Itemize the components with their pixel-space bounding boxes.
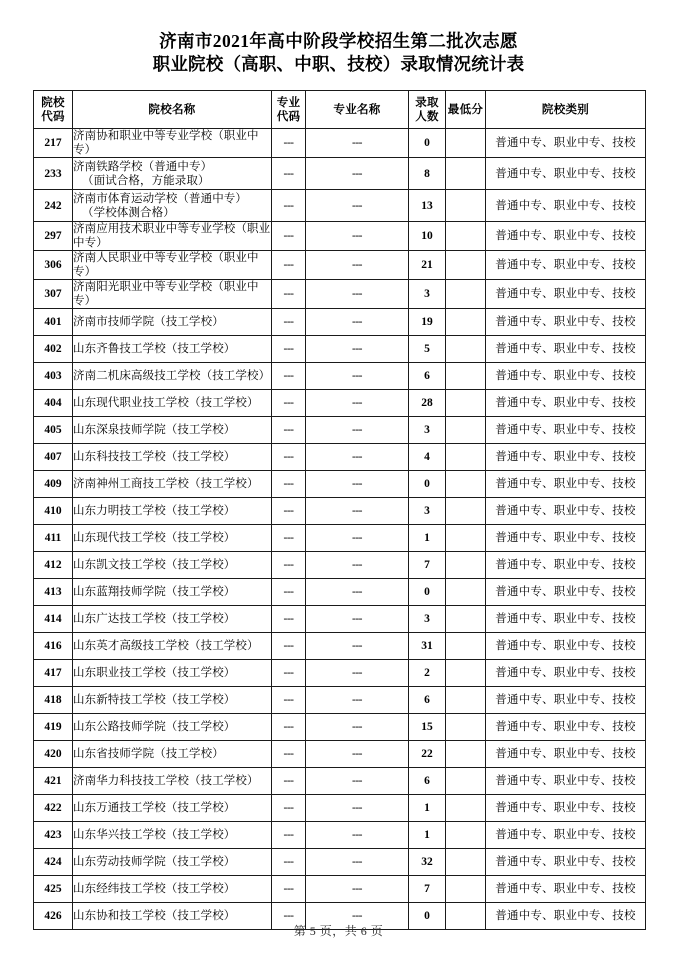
admission-statistics-table-wrapper <box>33 90 645 930</box>
cell-major-code: --- <box>272 687 306 714</box>
cell-min-score <box>446 280 486 309</box>
cell-major-name: --- <box>306 552 409 579</box>
cell-admitted-count: 0 <box>409 471 446 498</box>
cell-school-name <box>73 158 272 190</box>
cell-school-type: 普通中专、职业中专、技校 <box>486 552 646 579</box>
cell-major-name: --- <box>306 606 409 633</box>
cell-school-name <box>73 525 272 552</box>
cell-min-score <box>446 849 486 876</box>
table-row <box>34 660 646 687</box>
cell-school-type: 普通中专、职业中专、技校 <box>486 309 646 336</box>
cell-school-code: 417 <box>34 660 73 687</box>
cell-major-code: --- <box>272 251 306 280</box>
cell-school-name <box>73 280 272 309</box>
table-row <box>34 714 646 741</box>
school-name-line-1: 山东科技技工学校（技工学校） <box>73 451 236 463</box>
cell-major-name: --- <box>306 417 409 444</box>
cell-min-score <box>446 363 486 390</box>
cell-school-code: 233 <box>34 158 73 190</box>
cell-admitted-count: 21 <box>409 251 446 280</box>
table-row <box>34 849 646 876</box>
column-header-school-type: 院校类别 <box>486 91 646 129</box>
cell-min-score <box>446 417 486 444</box>
cell-school-type: 普通中专、职业中专、技校 <box>486 768 646 795</box>
cell-school-code: 422 <box>34 795 73 822</box>
cell-school-name <box>73 390 272 417</box>
cell-school-type: 普通中专、职业中专、技校 <box>486 822 646 849</box>
school-name-line-1: 山东公路技师学院（技工学校） <box>73 721 236 733</box>
table-row <box>34 579 646 606</box>
school-name-line-1: 山东协和技工学校（技工学校） <box>73 910 236 922</box>
cell-major-name: --- <box>306 579 409 606</box>
cell-major-name: --- <box>306 525 409 552</box>
table-row <box>34 336 646 363</box>
cell-school-code: 424 <box>34 849 73 876</box>
cell-major-name: --- <box>306 660 409 687</box>
table-row <box>34 158 646 190</box>
cell-major-name: --- <box>306 741 409 768</box>
cell-major-code: --- <box>272 714 306 741</box>
cell-major-name: --- <box>306 444 409 471</box>
cell-major-code: --- <box>272 129 306 158</box>
school-name-line-1: 山东广达技工学校（技工学校） <box>73 613 236 625</box>
cell-major-name: --- <box>306 903 409 930</box>
cell-school-type: 普通中专、职业中专、技校 <box>486 633 646 660</box>
cell-school-type: 普通中专、职业中专、技校 <box>486 579 646 606</box>
school-name-line-1: 山东蓝翔技师学院（技工学校） <box>73 586 236 598</box>
cell-school-name <box>73 579 272 606</box>
cell-major-code: --- <box>272 390 306 417</box>
school-name-line-1: 山东职业技工学校（技工学校） <box>73 667 236 679</box>
cell-school-code: 409 <box>34 471 73 498</box>
table-row <box>34 417 646 444</box>
cell-min-score <box>446 309 486 336</box>
cell-admitted-count: 7 <box>409 552 446 579</box>
cell-school-code: 307 <box>34 280 73 309</box>
cell-school-type: 普通中专、职业中专、技校 <box>486 471 646 498</box>
school-name-line-1: 济南市体育运动学校（普通中专） <box>73 192 247 205</box>
cell-major-code: --- <box>272 158 306 190</box>
column-header-admitted-count <box>409 91 446 129</box>
cell-school-name <box>73 222 272 251</box>
cell-school-name <box>73 417 272 444</box>
school-name-line-1: 济南市技师学院（技工学校） <box>73 316 224 328</box>
cell-min-score <box>446 336 486 363</box>
table-row <box>34 129 646 158</box>
cell-min-score <box>446 660 486 687</box>
cell-min-score <box>446 606 486 633</box>
school-name-line-1: 山东深泉技师学院（技工学校） <box>73 424 236 436</box>
cell-school-type: 普通中专、职业中专、技校 <box>486 280 646 309</box>
cell-school-name <box>73 660 272 687</box>
cell-school-name <box>73 849 272 876</box>
cell-major-code: --- <box>272 903 306 930</box>
cell-admitted-count: 0 <box>409 579 446 606</box>
cell-major-name: --- <box>306 222 409 251</box>
cell-school-type: 普通中专、职业中专、技校 <box>486 444 646 471</box>
page-number-label: 第 5 页，共 6 页 <box>293 924 384 938</box>
cell-school-name <box>73 552 272 579</box>
column-header-school-name: 院校名称 <box>73 91 272 129</box>
cell-min-score <box>446 129 486 158</box>
page-footer <box>0 922 677 940</box>
cell-min-score <box>446 525 486 552</box>
cell-school-type: 普通中专、职业中专、技校 <box>486 903 646 930</box>
column-header-school-code-line1: 院校 <box>41 96 65 109</box>
cell-min-score <box>446 158 486 190</box>
cell-major-code: --- <box>272 606 306 633</box>
table-row <box>34 606 646 633</box>
cell-major-name: --- <box>306 822 409 849</box>
table-header-row <box>34 91 646 129</box>
school-name-line-1: 济南阳光职业中等专业学校（职业中专） <box>73 281 259 307</box>
cell-major-name: --- <box>306 390 409 417</box>
school-name-line-2: （面试合格，方能录取） <box>82 174 210 187</box>
cell-min-score <box>446 579 486 606</box>
cell-school-name <box>73 633 272 660</box>
cell-school-name <box>73 444 272 471</box>
school-name-line-1: 山东劳动技师学院（技工学校） <box>73 856 236 868</box>
cell-min-score <box>446 741 486 768</box>
cell-school-name <box>73 687 272 714</box>
cell-admitted-count: 6 <box>409 363 446 390</box>
cell-admitted-count: 1 <box>409 525 446 552</box>
cell-school-code: 306 <box>34 251 73 280</box>
cell-admitted-count: 7 <box>409 876 446 903</box>
cell-min-score <box>446 222 486 251</box>
cell-admitted-count: 10 <box>409 222 446 251</box>
admission-statistics-table <box>33 90 646 930</box>
table-row <box>34 822 646 849</box>
cell-school-type: 普通中专、职业中专、技校 <box>486 251 646 280</box>
cell-school-code: 405 <box>34 417 73 444</box>
cell-major-name: --- <box>306 795 409 822</box>
cell-school-code: 414 <box>34 606 73 633</box>
cell-school-name <box>73 876 272 903</box>
table-row <box>34 552 646 579</box>
cell-admitted-count: 0 <box>409 129 446 158</box>
cell-admitted-count: 3 <box>409 417 446 444</box>
cell-min-score <box>446 768 486 795</box>
cell-major-code: --- <box>272 633 306 660</box>
cell-major-name: --- <box>306 498 409 525</box>
cell-admitted-count: 13 <box>409 190 446 222</box>
cell-school-name <box>73 795 272 822</box>
table-row <box>34 251 646 280</box>
page-title-line-1: 济南市2021年高中阶段学校招生第二批次志愿 <box>159 31 518 51</box>
cell-major-name: --- <box>306 309 409 336</box>
column-header-major-code-line1: 专业 <box>276 96 301 109</box>
table-row <box>34 768 646 795</box>
column-header-school-code-line2: 代码 <box>41 110 65 123</box>
cell-major-code: --- <box>272 795 306 822</box>
column-header-school-code <box>34 91 73 129</box>
cell-school-name <box>73 251 272 280</box>
cell-min-score <box>446 390 486 417</box>
cell-admitted-count: 6 <box>409 687 446 714</box>
table-row <box>34 309 646 336</box>
school-name-line-1: 山东齐鲁技工学校（技工学校） <box>73 343 236 355</box>
school-name-line-1: 山东现代职业技工学校（技工学校） <box>73 397 259 409</box>
cell-school-code: 297 <box>34 222 73 251</box>
cell-admitted-count: 1 <box>409 822 446 849</box>
cell-major-code: --- <box>272 660 306 687</box>
cell-major-code: --- <box>272 471 306 498</box>
cell-major-code: --- <box>272 876 306 903</box>
cell-major-name: --- <box>306 714 409 741</box>
column-header-admitted-count-line1: 录取 <box>415 96 439 109</box>
table-row <box>34 471 646 498</box>
cell-school-name <box>73 129 272 158</box>
school-name-line-1: 山东力明技工学校（技工学校） <box>73 505 236 517</box>
column-header-major-code-line2: 代码 <box>276 110 301 123</box>
cell-admitted-count: 15 <box>409 714 446 741</box>
cell-major-name: --- <box>306 129 409 158</box>
cell-school-code: 425 <box>34 876 73 903</box>
cell-school-name <box>73 714 272 741</box>
cell-school-name <box>73 190 272 222</box>
cell-major-code: --- <box>272 190 306 222</box>
cell-admitted-count: 3 <box>409 606 446 633</box>
cell-major-code: --- <box>272 336 306 363</box>
school-name-line-1: 山东省技师学院（技工学校） <box>73 748 224 760</box>
cell-school-type: 普通中专、职业中专、技校 <box>486 417 646 444</box>
cell-min-score <box>446 822 486 849</box>
cell-school-type: 普通中专、职业中专、技校 <box>486 606 646 633</box>
cell-min-score <box>446 795 486 822</box>
school-name-line-1: 济南人民职业中等专业学校（职业中专） <box>73 252 259 278</box>
cell-school-code: 426 <box>34 903 73 930</box>
table-row <box>34 222 646 251</box>
cell-school-type: 普通中专、职业中专、技校 <box>486 741 646 768</box>
cell-school-code: 242 <box>34 190 73 222</box>
cell-school-code: 416 <box>34 633 73 660</box>
cell-admitted-count: 2 <box>409 660 446 687</box>
cell-major-name: --- <box>306 251 409 280</box>
school-name-line-1: 山东现代技工学校（技工学校） <box>73 532 236 544</box>
cell-school-type: 普通中专、职业中专、技校 <box>486 158 646 190</box>
cell-school-code: 217 <box>34 129 73 158</box>
cell-major-code: --- <box>272 849 306 876</box>
table-row <box>34 795 646 822</box>
school-name-line-1: 济南铁路学校（普通中专） <box>73 160 213 173</box>
cell-min-score <box>446 714 486 741</box>
page-title-line-2: 职业院校（高职、中职、技校）录取情况统计表 <box>152 54 525 74</box>
table-row <box>34 390 646 417</box>
cell-school-code: 401 <box>34 309 73 336</box>
table-row <box>34 190 646 222</box>
table-row <box>34 741 646 768</box>
cell-admitted-count: 32 <box>409 849 446 876</box>
cell-major-code: --- <box>272 222 306 251</box>
cell-admitted-count: 5 <box>409 336 446 363</box>
school-name-line-1: 山东新特技工学校（技工学校） <box>73 694 236 706</box>
cell-school-code: 410 <box>34 498 73 525</box>
table-body <box>34 129 646 930</box>
cell-school-type: 普通中专、职业中专、技校 <box>486 795 646 822</box>
cell-min-score <box>446 444 486 471</box>
cell-major-code: --- <box>272 525 306 552</box>
table-row <box>34 633 646 660</box>
cell-major-name: --- <box>306 687 409 714</box>
table-row <box>34 525 646 552</box>
cell-major-code: --- <box>272 822 306 849</box>
cell-major-name: --- <box>306 849 409 876</box>
cell-school-code: 404 <box>34 390 73 417</box>
cell-school-name <box>73 336 272 363</box>
school-name-line-1: 山东凯文技工学校（技工学校） <box>73 559 236 571</box>
column-header-major-code <box>272 91 306 129</box>
cell-min-score <box>446 687 486 714</box>
cell-school-code: 412 <box>34 552 73 579</box>
cell-min-score <box>446 552 486 579</box>
school-name-line-1: 济南二机床高级技工学校（技工学校） <box>73 370 271 382</box>
cell-school-type: 普通中专、职业中专、技校 <box>486 660 646 687</box>
cell-major-code: --- <box>272 552 306 579</box>
school-name-line-1: 山东华兴技工学校（技工学校） <box>73 829 236 841</box>
column-header-major-name: 专业名称 <box>306 91 409 129</box>
school-name-line-1: 济南协和职业中等专业学校（职业中专） <box>73 130 259 156</box>
document-title-block <box>0 0 677 76</box>
cell-major-name: --- <box>306 158 409 190</box>
cell-school-type: 普通中专、职业中专、技校 <box>486 687 646 714</box>
cell-school-name <box>73 363 272 390</box>
cell-school-type: 普通中专、职业中专、技校 <box>486 876 646 903</box>
cell-major-code: --- <box>272 579 306 606</box>
table-row <box>34 280 646 309</box>
cell-major-code: --- <box>272 309 306 336</box>
table-row <box>34 687 646 714</box>
table-header <box>34 91 646 129</box>
cell-school-code: 403 <box>34 363 73 390</box>
cell-admitted-count: 8 <box>409 158 446 190</box>
cell-school-name <box>73 471 272 498</box>
cell-min-score <box>446 251 486 280</box>
cell-major-code: --- <box>272 444 306 471</box>
cell-admitted-count: 19 <box>409 309 446 336</box>
cell-school-type: 普通中专、职业中专、技校 <box>486 363 646 390</box>
school-name-line-1: 济南应用技术职业中等专业学校（职业中专） <box>73 223 271 249</box>
cell-major-code: --- <box>272 417 306 444</box>
column-header-min-score: 最低分 <box>446 91 486 129</box>
cell-admitted-count: 0 <box>409 903 446 930</box>
cell-min-score <box>446 498 486 525</box>
cell-school-name <box>73 741 272 768</box>
cell-major-name: --- <box>306 363 409 390</box>
cell-major-code: --- <box>272 741 306 768</box>
cell-school-code: 413 <box>34 579 73 606</box>
cell-admitted-count: 31 <box>409 633 446 660</box>
cell-school-name <box>73 309 272 336</box>
cell-min-score <box>446 633 486 660</box>
cell-school-type: 普通中专、职业中专、技校 <box>486 714 646 741</box>
cell-major-code: --- <box>272 498 306 525</box>
cell-min-score <box>446 471 486 498</box>
cell-school-name <box>73 498 272 525</box>
cell-major-name: --- <box>306 768 409 795</box>
table-row <box>34 876 646 903</box>
school-name-line-1: 济南华力科技技工学校（技工学校） <box>73 775 259 787</box>
cell-major-code: --- <box>272 363 306 390</box>
cell-major-name: --- <box>306 336 409 363</box>
cell-school-type: 普通中专、职业中专、技校 <box>486 190 646 222</box>
cell-school-name <box>73 606 272 633</box>
cell-school-type: 普通中专、职业中专、技校 <box>486 222 646 251</box>
cell-school-code: 419 <box>34 714 73 741</box>
cell-admitted-count: 28 <box>409 390 446 417</box>
cell-admitted-count: 3 <box>409 280 446 309</box>
cell-school-type: 普通中专、职业中专、技校 <box>486 336 646 363</box>
cell-admitted-count: 1 <box>409 795 446 822</box>
cell-school-name <box>73 768 272 795</box>
cell-school-code: 402 <box>34 336 73 363</box>
cell-admitted-count: 6 <box>409 768 446 795</box>
school-name-line-1: 山东英才高级技工学校（技工学校） <box>73 640 259 652</box>
cell-school-name <box>73 822 272 849</box>
cell-school-type: 普通中专、职业中专、技校 <box>486 849 646 876</box>
cell-admitted-count: 3 <box>409 498 446 525</box>
cell-school-code: 423 <box>34 822 73 849</box>
cell-major-code: --- <box>272 768 306 795</box>
cell-school-type: 普通中专、职业中专、技校 <box>486 498 646 525</box>
cell-admitted-count: 22 <box>409 741 446 768</box>
school-name-line-2: （学校体测合格） <box>82 206 175 219</box>
cell-school-type: 普通中专、职业中专、技校 <box>486 525 646 552</box>
cell-major-name: --- <box>306 190 409 222</box>
table-row <box>34 498 646 525</box>
column-header-admitted-count-line2: 人数 <box>415 110 439 123</box>
school-name-line-1: 山东万通技工学校（技工学校） <box>73 802 236 814</box>
cell-min-score <box>446 876 486 903</box>
cell-major-name: --- <box>306 280 409 309</box>
school-name-line-1: 济南神州工商技工学校（技工学校） <box>73 478 259 490</box>
cell-major-name: --- <box>306 471 409 498</box>
cell-min-score <box>446 190 486 222</box>
cell-school-code: 418 <box>34 687 73 714</box>
cell-major-name: --- <box>306 876 409 903</box>
cell-school-type: 普通中专、职业中专、技校 <box>486 129 646 158</box>
table-row <box>34 444 646 471</box>
cell-school-code: 407 <box>34 444 73 471</box>
cell-school-code: 411 <box>34 525 73 552</box>
cell-school-type: 普通中专、职业中专、技校 <box>486 390 646 417</box>
cell-major-name: --- <box>306 633 409 660</box>
cell-admitted-count: 4 <box>409 444 446 471</box>
table-row <box>34 363 646 390</box>
cell-school-code: 420 <box>34 741 73 768</box>
cell-school-code: 421 <box>34 768 73 795</box>
cell-major-code: --- <box>272 280 306 309</box>
school-name-line-1: 山东经纬技工学校（技工学校） <box>73 883 236 895</box>
